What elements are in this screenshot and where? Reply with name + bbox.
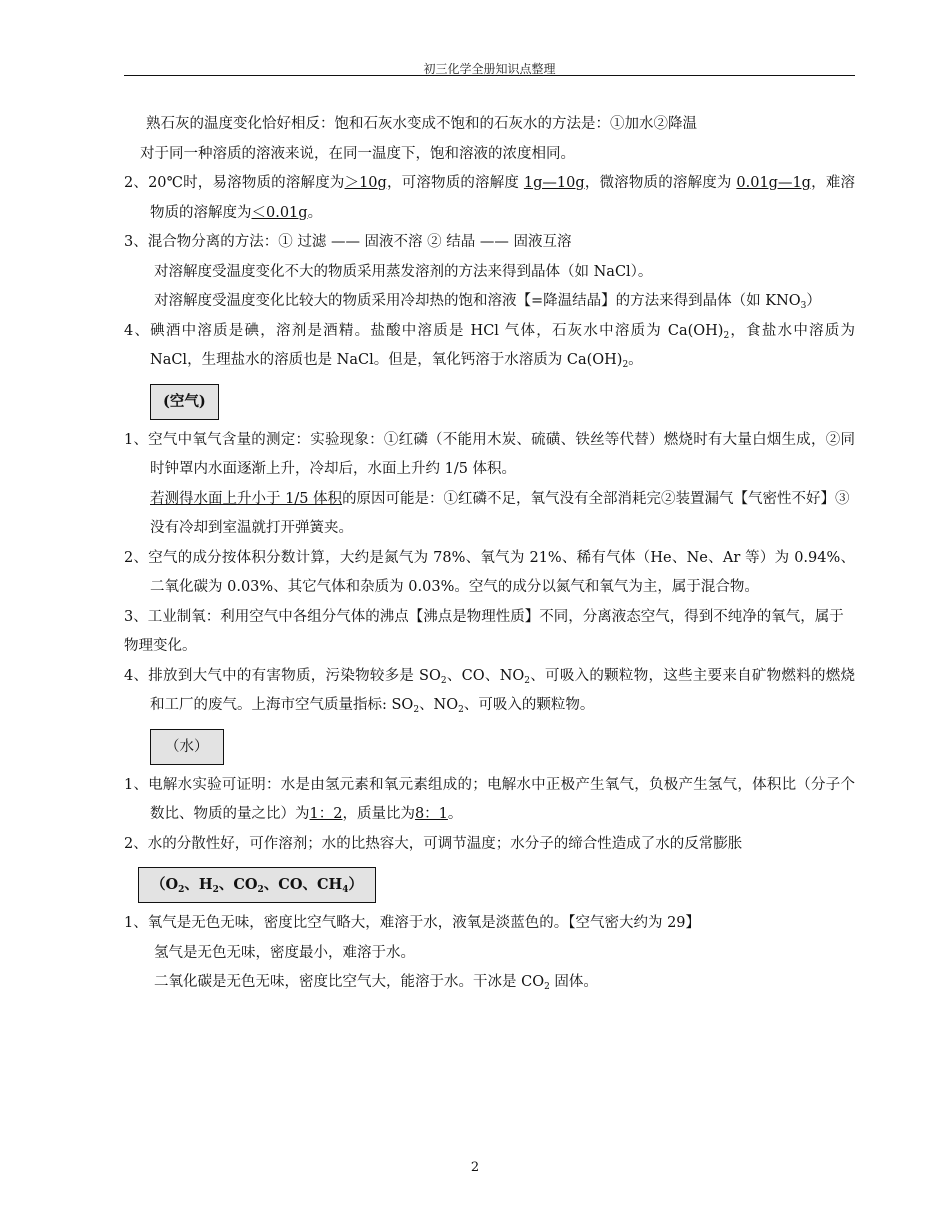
paragraph: 熟石灰的温度变化恰好相反：饱和石灰水变成不饱和的石灰水的方法是：①加水②降温: [146, 116, 697, 132]
list-item: 2、20℃时，易溶物质的溶解度为＞10g，可溶物质的溶解度 1g—10g，微溶物质的溶解度为 0.01g—1g，难溶物质的溶解度为＜0.01g。: [124, 175, 856, 221]
page-number: 2: [470, 1160, 480, 1175]
document-body: [124, 110, 855, 998]
list-item: 1、氧气是无色无味，密度比空气略大，难溶于水，液氧是淡蓝色的。【空气密大约为 29】: [124, 915, 701, 931]
list-item: 2、水的分散性好，可作溶剂；水的比热容大，可调节温度；水分子的缔合性造成了水的反常膨胀: [124, 835, 743, 852]
header-rule: [124, 75, 855, 76]
list-item: 4、排放到大气中的有害物质，污染物较多是 $SO_2$、CO、$NO_2$、可吸入的颗粒物，这些主要来自矿物燃料的燃烧和工厂的废气。上海市空气质量指标: $SO_2$、$NO_2$、可吸入的颗粒物。: [124, 667, 856, 715]
paragraph: 对溶解度受温度变化不大的物质采用蒸发溶剂的方法来得到晶体（如 NaCl）。: [154, 263, 653, 280]
list-item: 3、工业制氧：利用空气中各组分气体的沸点【沸点是物理性质】不同，分离液态空气，得到不纯净的氧气，属于物理变化。: [124, 608, 844, 654]
paragraph: 对溶解度受温度变化比较大的物质采用冷却热的饱和溶液【=降温结晶】的方法来得到晶体（如 $KNO_3$）: [154, 293, 821, 311]
paragraph: 对于同一种溶质的溶液来说，在同一温度下，饱和溶液的浓度相同。: [140, 145, 575, 162]
page-header-title: 初三化学全册知识点整理: [423, 62, 556, 76]
list-item: 4、碘酒中溶质是碘，溶剂是酒精。盐酸中溶质是 HCl 气体，石灰水中溶质为 $Ca(OH)_2$，食盐水中溶质为 NaCl，生理盐水的溶质也是 NaCl。但是，氧化钙溶于水溶质为 $Ca(OH)_2$。: [124, 322, 856, 370]
section-heading-water: （水）: [150, 729, 224, 765]
section-heading-gases: （$O_2$、$H_2$、$CO_2$、CO、$CH_4$）: [138, 867, 376, 903]
list-item: 1、空气中氧气含量的测定：实验现象：①红磷（不能用木炭、硫磺、铁丝等代替）燃烧时有大量白烟生成，②同时钟罩内水面逐渐上升，冷却后，水面上升约 1/5 体积。: [124, 431, 855, 477]
list-item: 2、空气的成分按体积分数计算，大约是氮气为 78%、氧气为 21%、稀有气体（He、Ne、Ar 等）为 0.94%、二氧化碳为 0.03%、其它气体和杂质为 0.03%。空气的成分以氮气和氧气为主，属于混合物。: [124, 549, 855, 595]
paragraph: 氢气是无色无味，密度最小，难溶于水。: [154, 944, 415, 961]
list-item: 1、电解水实验可证明：水是由氢元素和氧元素组成的；电解水中正极产生氧气，负极产生氢气，体积比（分子个数比、物质的量之比）为1：2，质量比为8：1。: [124, 776, 855, 822]
section-heading-air: (空气): [150, 384, 219, 420]
paragraph: 二氧化碳是无色无味，密度比空气大，能溶于水。干冰是 $CO_2$ 固体。: [154, 974, 598, 992]
paragraph: 若测得水面上升小于 1/5 体积的原因可能是：①红磷不足，氧气没有全部消耗完②装置漏气【气密性不好】③没有冷却到室温就打开弹簧夹。: [150, 490, 850, 536]
list-item: 3、混合物分离的方法：① 过滤 —— 固液不溶 ② 结晶 —— 固液互溶: [124, 234, 572, 250]
